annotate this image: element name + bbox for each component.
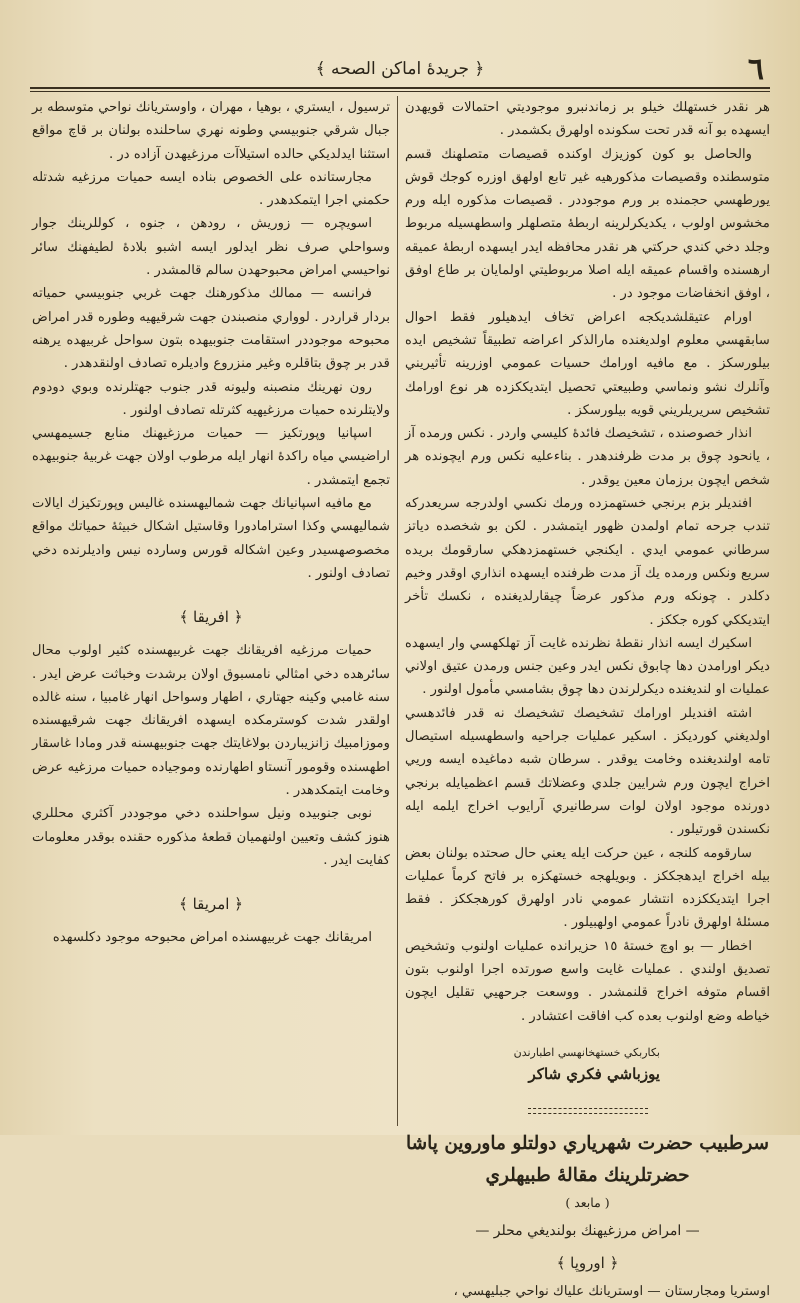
paragraph: مع مافيه اسپانيانك جهت شماليهسنده غاليس وپورتكيزك ايالات شماليهسي وكذا استرامادورا وقاستيل اشكال خبيثهٔ حمياتك مواقع مخصوصهسيدر وعين اشكاله قورس وسارده نيس واديلرنده دخي تصادف اولنور . <box>32 496 390 581</box>
paragraph: فرانسه — ممالك مذكورهنك جهت غربي جنوبيسي حمياته بردار قراردر . لوواري منصبندن جهت شرقيهيه وطوره قدر امراض محبوحه موجوددر استقامت جنوبيهده بتون سواحل غربيهده يرهنه قدر بر چوق بتاقلره وغير منزروع واديلره تصادف اولنقدهدر . <box>32 286 390 372</box>
author-name: يوزباشي فكري شاكر <box>528 1064 660 1083</box>
continued-label: ( مابعد ) <box>565 1194 610 1210</box>
paragraph: ترسيول ، ايستري ، بوهيا ، مهران ، واوستريانك نواحي متوسطه بر جبال شرقي جنوبيسي وطونه نهري ساحلنده بولنان بر قاچ مواقع استثنا ايدلديكي حالده استيلاآت مرزغيهدن آزاده در . <box>32 100 390 162</box>
paragraph: والحاصل بو كون كوزيزك اوكنده قصيصات متصلهنك قسم متوسطنده وقصيصات مذكورهيه غير تابع اولهق اوزره كوجك قوش يورطهسي حجمنده بر ورم موجوددر . قصيصات مذكوره ايله ورم مخشوس اولوب ، يكديكرلرينه اربطهٔ متصلهلر واسطهسيله مربوط وجلد دخي كندي حركتي هر نقدر محافظه ايدر ايسهده اربطهٔ عميقه ارهسنده واقسام عميقه ايله اصلا مربوطيتي اولمايان بر طاع اوفق ، اوفق انخفاضات موجود در . <box>405 146 770 302</box>
paragraph: نوبى جنوبيده ونيل سواحلنده دخي موجوددر آكثري محللري هنوز كشف وتعيين اولنهميان قطعهٔ مذكوره حقنده بوقدر معلومات كفايت ايدر . <box>32 806 390 868</box>
paragraph: اسكيرك ايسه انذار نقطهٔ نظرنده غايت آز تهلكهسي وار ايسهده ديكر اورامدن دها چابوق نكس ايدر وعين جنس ورمدن عتيق اولاني عمليات او لنديغنده ديكرلرندن دها چوق بشامسي مأمول اولنور . <box>405 635 770 698</box>
page-header <box>30 48 770 92</box>
section-heading-europe: ﴿ اوروپا ﴾ <box>556 1253 619 1272</box>
paragraph: اسپانيا وپورتكيز — حميات مرزغيهنك منابع جسيمهسي اراضيسي مياه راكدهٔ انهار ايله مرطوب اولان جهت غربيهٔ جنوبيهده تجمع ايتمشدر . <box>32 426 390 488</box>
left-column <box>32 96 390 1126</box>
paragraph: سارقومه كلنجه ، عين حركت ايله يعني حال صحتده بولنان بعض بيله اخراج ايدهجككز . وبويلهجه خستهكزه بر فاتح كرماً عمليات اجرا ايتديككزده انتشار عمومي نادر اولهرق كورهجككز . فقط مسئلهٔ اولهرق نادراً عمومي اولهبيلور . <box>405 845 770 931</box>
paragraph: اورام عتيقلشديكجه اعراض تخاف ايدهيلور فقط احوال سابقهسي معلوم اولديغنده مارالذكر اعراضه تطبيقاً تشخيص ايده بيلورسكز . مع مافيه اورامك حسيات عمومي اوزرينه تأثيريني وآنلرك نشو ونماسي وطبيعتي تحصيل ايتديككزده هر نوع اورامك تشخيص سريريلريني قويه بيلورسكز . <box>405 309 770 418</box>
subheading: — امراض مرزغيهنك بولنديغي محلر — <box>475 1222 700 1239</box>
section-heading-africa: ﴿ افريقا ﴾ <box>179 608 243 627</box>
running-title: ﴿ جريدهٔ اماكن الصحه ﴾ <box>315 59 485 79</box>
article-title-line2: حضرتلرينك مقالهٔ طبيهلري <box>485 1164 690 1186</box>
paragraph: اسويچره — زوريش ، رودهن ، جنوه ، كوللرينك جوار وسواحلي صرف نظر ايدلور ايسه اشبو بلادهٔ لطيفهنك سائر نواحيسي امراض محبوحهدن سالم قالمشدر . <box>32 216 390 279</box>
column-divider <box>397 96 398 1126</box>
paragraph: اوستريا ومجارستان — اوستريانك علياك نواحي جبليهسي ، <box>453 1283 770 1299</box>
section-heading-america: ﴿ امريقا ﴾ <box>179 895 243 914</box>
author-signature <box>405 1044 770 1086</box>
paragraph: افنديلر بزم برنجي خستهمزده ورمك نكسي اولدرجه سريعدركه تندب جرحه تمام اولمدن ظهور ايتمشدر . لكن بو شخصده دياتز سرطاني عمومي ايدي . ايكنجي خستهمزدهكي سارقومك بريده سريع ونكس ورمده يك آز مدت ظرفنده ايسهده انذاري اوقدر وخيم دكلدر . چونكه ورم مذكور عرضاً چيقارلديغنده ، نكسك تأخر ايتديككي كوره جككز . <box>405 496 770 628</box>
article-title-line1: سرطبيب حضرت شهرياري دولتلو ماوروين پاشا <box>405 1132 770 1154</box>
page-number: ٦ <box>747 52 764 87</box>
paragraph: رون نهرينك منصبنه وليونه قدر جنوب جهتلرنده وبوي دودوم ولايتلرنده حميات مرزغيهيه كثرتله تصادف اولنور . <box>32 379 390 418</box>
section-divider <box>528 1108 648 1114</box>
paragraph: هر نقدر خستهلك خيلو بر زماندنبرو موجوديتي احتمالات قويهدن ايسهده بو آنه قدر تحت سكونده اولهرق بكشمدر . <box>405 100 770 139</box>
paragraph: اخطار — بو اوچ خستهٔ ١٥ حزيرانده عمليات اولنوب وتشخيص تصديق اولندي . عمليات غايت واسع صورتده اجرا اولنوب بتون اقسام متوفه اخراج قلنمشدر . ووسعت جرحهيي تقليل ايچون خياطه وضع اولنوب بعده كب افاقت اعتشادر . <box>405 938 770 1024</box>
paragraph: اشته افنديلر اورامك تشخيصك تشخيصك نه قدر فائدهسي اولديغني كورديكز . اسكير عمليات جراحيه واسطهسيله استيصال تامه اولنديغنده وخامت يوقدر . سرطان شبه دماغيده ايسه وريي اخراج ايچون ورم شرايين جلدي وعضلاتك قسم اعظميايله برنجي دورنده موجود اولان لوات سرطانيري آرايوب اخراج ايلمه ايله نكسندن قورتيلور . <box>405 705 770 838</box>
paragraph: انذار خصوصنده ، تشخيصك فائدهٔ كليسي واردر . نكس ورمده آز ، يانحود چوق بر مدت ظرفندهدر . بناءعليه نكس ورم ايچونده هر شخص ايچون برزمان معين يوقدر . <box>405 426 770 488</box>
right-column <box>405 96 770 1299</box>
header-rule <box>30 87 770 92</box>
paragraph: مجارستانده على الخصوص بناده ايسه حميات مرزغيه شدتله حكمني اجرا ايتمكدهدر . <box>32 169 390 209</box>
paragraph: حميات مرزغيه افريقانك جهت غربيهسنده كثير اولوب محال سائرهده دخي امثالي نامسبوق اولان برشدت وخباثت عرض ايدر . سنه غامبي وكينه جهتاري ، اطهار وسواحل انهار غامبيا ، سنه غالده اولقدر شدت كوسترمكده ايسهده افريقانك جهت شرقيهسنده وموزامبيك زانزيباردن بولاغايتك جهت جنوبيهسنه قدر ومادا غاسقار اطهسنده وقومور آنستاو اطهارنده وموجياده حميات مرزغيه عرض وخامت ايتمكدهدر . <box>32 643 390 799</box>
paragraph: امريقانك جهت غربيهسنده امراض محبوحه موجود دكلسهده <box>52 930 372 946</box>
author-affiliation: بكاربكي خستهخانهسي اطبارندن <box>513 1045 660 1059</box>
